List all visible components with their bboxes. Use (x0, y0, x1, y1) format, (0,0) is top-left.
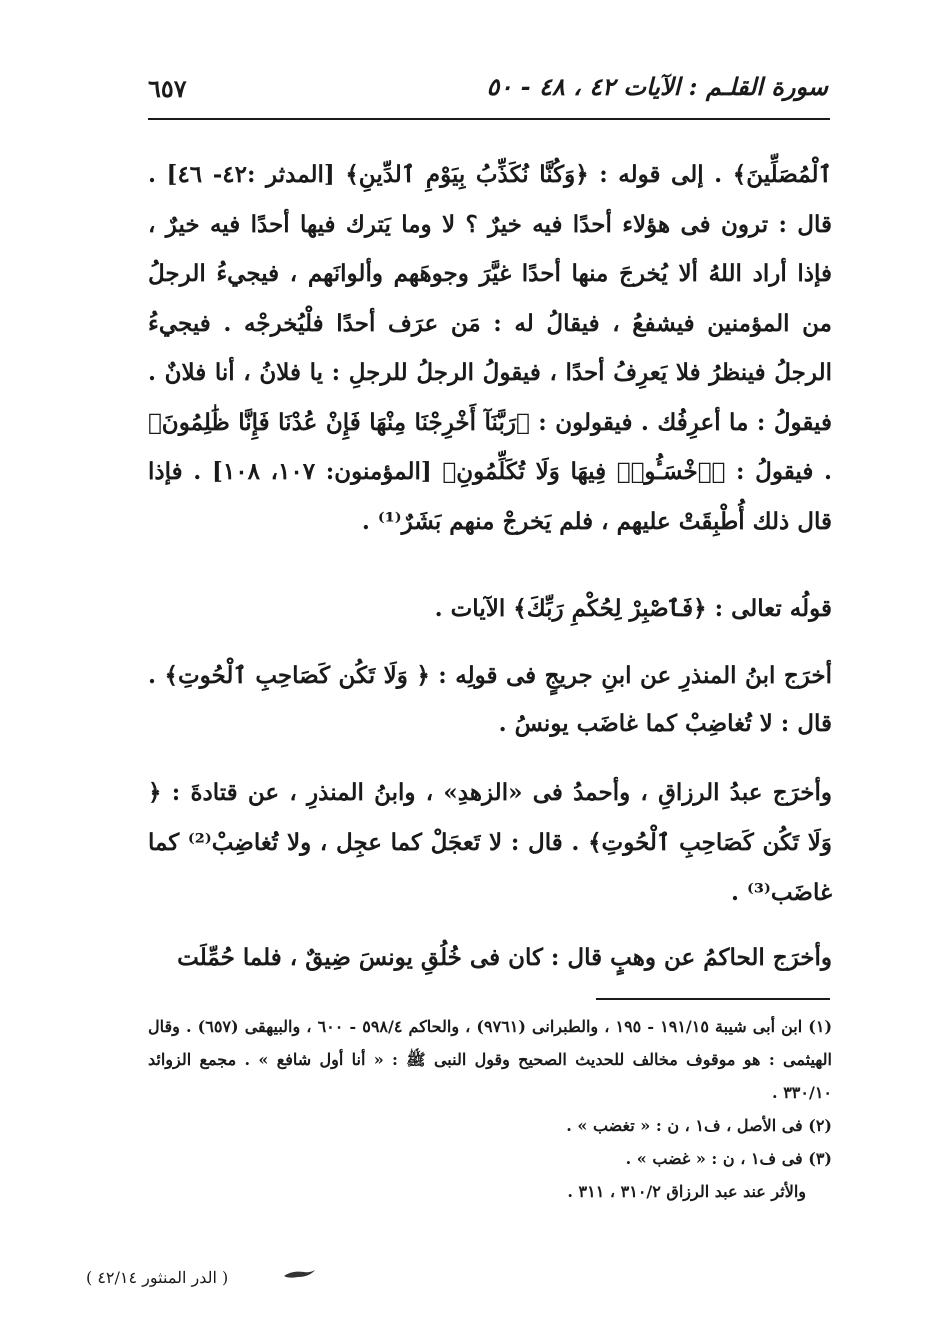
source-reference: ( الدر المنثور ٤٢/١٤ ) (86, 1268, 229, 1287)
paragraph-2: أخرَج ابنُ المنذرِ عن ابنِ جريجٍ فى قولِه : ﴿ وَلَا تَكُن كَصَاحِبِ ٱلْحُوتِ﴾ . قال : لا تُغاضِبْ كما غاضَب يونسُ . (148, 662, 832, 737)
page-header (148, 70, 828, 110)
paragraph-4: وأخرَج الحاكمُ عن وهبٍ قال : كان فى خُلُقِ يونسَ ضِيقٌ ، فلما حُمِّلَت (177, 944, 832, 971)
running-head: سورة القلـم : الآيات ٤٢ ، ٤٨ - ٥٠ (486, 72, 828, 101)
header-rule (148, 118, 830, 120)
page-number: ٦٥٧ (148, 74, 187, 103)
footnotes (148, 1010, 832, 1208)
footnote-2: (٢) فى الأصل ، ف١ ، ن : « تغضب » . (566, 1116, 832, 1135)
ink-smudge (282, 1268, 316, 1280)
footnote-3-continuation: والأثر عند عبد الرزاق ٣١٠/٢ ، ٣١١ . (567, 1182, 806, 1201)
footnote-1: (١) ابن أبى شيبة ١٩١/١٥ - ١٩٥ ، والطبرانى (٩٧٦١) ، والحاكم ٥٩٨/٤ - ٦٠٠ ، والبيهقى (٦٥٧) . وقال الهيثمى : هو موقوف مخالف للحديث الصحيح وقول النبى ﷺ : « أنا أول شافع » . مجمع الزوائد ٣٣٠/١٠ . (148, 1017, 833, 1102)
footnote-3: (٣) فى ف١ ، ن : « غضب » . (625, 1149, 832, 1168)
verse-heading: قولُه تعالى : ﴿فَٱصْبِرْ لِحُكْمِ رَبِّكَ﴾ الآيات . (434, 595, 832, 622)
paragraph-1: ٱلْمُصَلِّينَ﴾ . إلى قوله : ﴿وَكُنَّا نُكَذِّبُ بِيَوْمِ ٱلدِّينِ﴾ [المدثر :٤٢- ٤٦] . قال : ترون فى هؤلاء أحدًا فيه خيرٌ ؟ لا وما يَترك فيها أحدًا فيه خيرٌ ، فإذا أراد اللهُ ألا يُخرجَ منها أحدًا غيَّرَ وجوهَهم وألوانَهم ، فيجيءُ الرجلُ من المؤمنين فيشفعُ ، فيقالُ له : مَن عرَف أحدًا فلْيُخرجْه . فيجيءُ الرجلُ فينظرُ فلا يَعرِفُ أحدًا ، فيقولُ الرجلُ للرجلِ : يا فلانُ ، أنا فلانٌ . فيقولُ : ما أعرِفُك . فيقولون : ﴿رَبَّنَآ أَخْرِجْنَا مِنْهَا فَإِنْ عُدْنَا فَإِنَّا ظَٰلِمُونَ﴾ . فيقولُ : ﴿ٱخْسَـُٔوا۟ فِيهَا وَلَا تُكَلِّمُونِ﴾ [المؤمنون: ١٠٧، ١٠٨] . فإذا قال ذلك أُطْبِقَتْ عليهم ، فلم يَخرجْ منهم بَشَرٌ⁽¹⁾ . (148, 161, 833, 535)
paragraph-3: وأخرَج عبدُ الرزاقِ ، وأحمدُ فى «الزهدِ» ، وابنُ المنذرِ ، عن قتادةَ : ﴿ وَلَا تَكُن كَصَاحِبِ ٱلْحُوتِ﴾ . قال : لا تَعجَلْ كما عجِل ، ولا تُغاضِبْ⁽²⁾ كما غاضَب⁽³⁾ . (148, 779, 832, 906)
footnote-rule (596, 998, 830, 1000)
